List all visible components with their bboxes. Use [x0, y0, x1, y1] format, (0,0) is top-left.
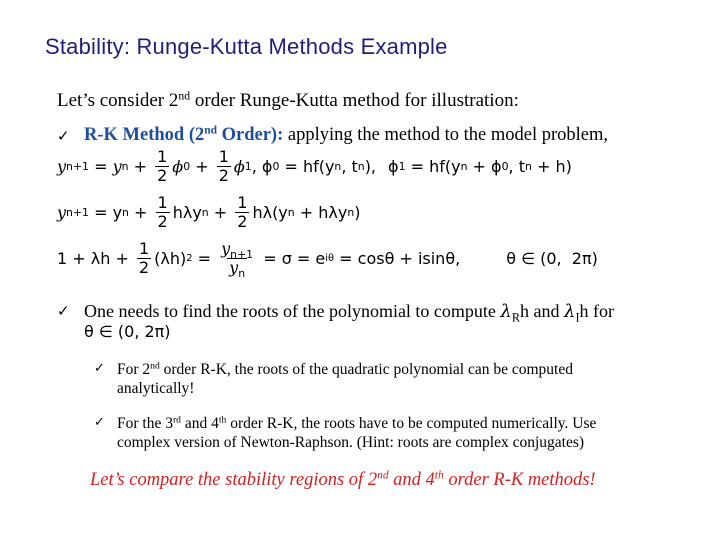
roots-lambda-i-sub: I [575, 310, 580, 325]
eq2-plus-a: + [128, 203, 153, 222]
eq2-t2: hλ(y [252, 203, 288, 222]
eq2-frac-b-num: 1 [237, 193, 248, 212]
sub2-sup2: th [218, 414, 227, 426]
closing-pre: Let’s compare the stability regions of 2 [90, 470, 378, 490]
eq3-fraction-half [137, 240, 151, 277]
sub2-post: order R-K, the roots have to be computed numerically. Use [226, 415, 597, 432]
roots-bullet [84, 301, 614, 342]
intro-pre: Let’s consider 2 [57, 90, 179, 111]
closing-post: order R-K methods! [443, 470, 596, 490]
roots-line-1 [84, 301, 615, 325]
roots-lambda-r: λ [500, 301, 512, 322]
eq3-fraction-ratio [219, 239, 255, 280]
eq1-frac-a-den: 2 [157, 166, 168, 185]
eq3-ratio-num-wrap [219, 239, 255, 261]
eq1-frac-b-num: 1 [218, 147, 229, 166]
sub-bullet-2 [117, 414, 596, 452]
eq3-lhs: 1 + λh + [57, 249, 134, 268]
sub1-line-1 [117, 360, 573, 379]
eq2-plus-b: + [208, 203, 233, 222]
eq1-plus-b: + [190, 157, 214, 176]
checkmark-icon: ✓ [94, 415, 105, 430]
rk-rest: applying the method to the model problem, [283, 125, 608, 145]
eq2-fraction-b [235, 194, 249, 231]
equation-1: y n+1 = y n + $\frac{1}{2}$ ϕ 0 + $\frac{1}{2}$ ϕ 1 , ϕ 0 = hf(y n , t n ), ϕ 1 = hf(y n + ϕ 0 , t n + h) [57, 147, 572, 185]
eq1-def1-rhs3: , t [508, 157, 525, 176]
checkmark-icon: ✓ [57, 302, 70, 320]
intro-post: order Runge-Kutta method for illustration: [190, 90, 519, 111]
eq1-eq: = [88, 157, 113, 176]
sub2-line-1 [117, 414, 596, 433]
sub1-sup: nd [150, 360, 160, 372]
slide-title: Stability: Runge-Kutta Methods Example [45, 34, 448, 59]
eq2-frac-a-den: 2 [157, 212, 168, 231]
sub-bullet-1 [117, 360, 573, 398]
eq1-def1-rhs2: + ϕ [467, 157, 502, 176]
eq1-def1: ϕ [388, 157, 399, 176]
eq2-lhs: y [57, 203, 67, 222]
eq1-lhs: y [57, 157, 67, 176]
eq3-rhs2: = cosθ + isinθ, [334, 249, 461, 268]
eq1-def0: , ϕ [251, 157, 273, 176]
eq3-ratio-den: y [229, 258, 239, 277]
rk-bold-sup: nd [204, 124, 217, 137]
eq2-frac-b-den: 2 [237, 212, 248, 231]
rk-bold-pre: R-K Method (2 [84, 125, 205, 145]
eq1-frac-b-den: 2 [218, 166, 229, 185]
sub2-sup1: rd [172, 414, 181, 426]
eq3-eq: = [192, 249, 217, 268]
sub2-pre: For the 3 [117, 415, 173, 432]
eq3-half-num: 1 [138, 239, 150, 258]
eq1-y: y [112, 157, 122, 176]
intro-line [57, 90, 519, 112]
eq1-def0-end: ), [364, 157, 377, 176]
eq3-ratio-num-sub: n+1 [230, 247, 254, 261]
equation-3: 1 + λh + $\frac{1}{2}$ (λh) 2 = $\frac{y_{n+1}}{y_n}$ = σ = e iθ = cosθ + isinθ, θ ∈ (0, 2π) [57, 239, 598, 280]
eq2-fraction-a [156, 194, 170, 231]
eq1-fraction-a [155, 148, 169, 185]
eq3-rhs: = σ = e [258, 249, 326, 268]
roots-h1: h and [520, 301, 565, 321]
roots-line-2: θ ∈ (0, 2π) [84, 322, 171, 341]
roots-h2: h for [579, 301, 615, 321]
eq3-ratio-den-wrap [227, 258, 247, 280]
eq2-frac-a-num: 1 [157, 193, 168, 212]
eq2-t1: hλy [172, 203, 202, 222]
sub1-post: order R-K, the roots of the quadratic polynomial can be computed [159, 361, 573, 378]
equation-2: y n+1 = y n + $\frac{1}{2}$ hλy n + $\frac{1}{2}$ hλ(y n + hλy n ) [57, 193, 361, 231]
eq1-def0-rhs2: , t [341, 157, 358, 176]
eq1-def1-end: + h) [531, 157, 572, 176]
checkmark-icon: ✓ [94, 361, 105, 376]
eq2-t2-end: ) [354, 203, 361, 222]
roots-lambda-i: λ [564, 301, 576, 322]
roots-text: One needs to find the roots of the polynomial to compute [84, 301, 501, 321]
eq3-half-den: 2 [138, 258, 150, 277]
eq3-sq: (λh) [154, 249, 187, 268]
roots-lambda-r-sub: R [511, 310, 521, 325]
eq1-phi0: ϕ [172, 157, 184, 176]
eq1-phi1: ϕ [233, 157, 245, 176]
eq3-ratio-den-sub: n [238, 266, 246, 280]
rk-method-bullet [84, 125, 608, 146]
rk-bold-post: Order): [217, 125, 284, 145]
eq3-theta: θ ∈ (0, 2π) [506, 249, 598, 268]
sub2-mid: and 4 [180, 415, 219, 432]
eq1-def0-rhs: = hf(y [279, 157, 335, 176]
eq1-frac-a-num: 1 [157, 147, 168, 166]
sub1-pre: For 2 [117, 361, 151, 378]
sub1-line-2: analytically! [117, 380, 195, 397]
checkmark-icon: ✓ [57, 127, 70, 145]
sub2-line-2: complex version of Newton-Raphson. (Hint: roots are complex conjugates) [117, 434, 585, 451]
closing-sup2: th [434, 469, 444, 482]
closing-sup1: nd [377, 469, 389, 482]
intro-sup: nd [178, 89, 191, 103]
eq1-plus-a: + [128, 157, 153, 176]
eq3-ratio-num: y [221, 239, 231, 258]
eq2-mid: = y [88, 203, 123, 222]
eq2-t2b: + hλy [294, 203, 348, 222]
closing-note [90, 470, 596, 491]
closing-mid: and 4 [388, 470, 435, 490]
eq1-fraction-b [217, 148, 231, 185]
eq1-def1-rhs: = hf(y [405, 157, 461, 176]
